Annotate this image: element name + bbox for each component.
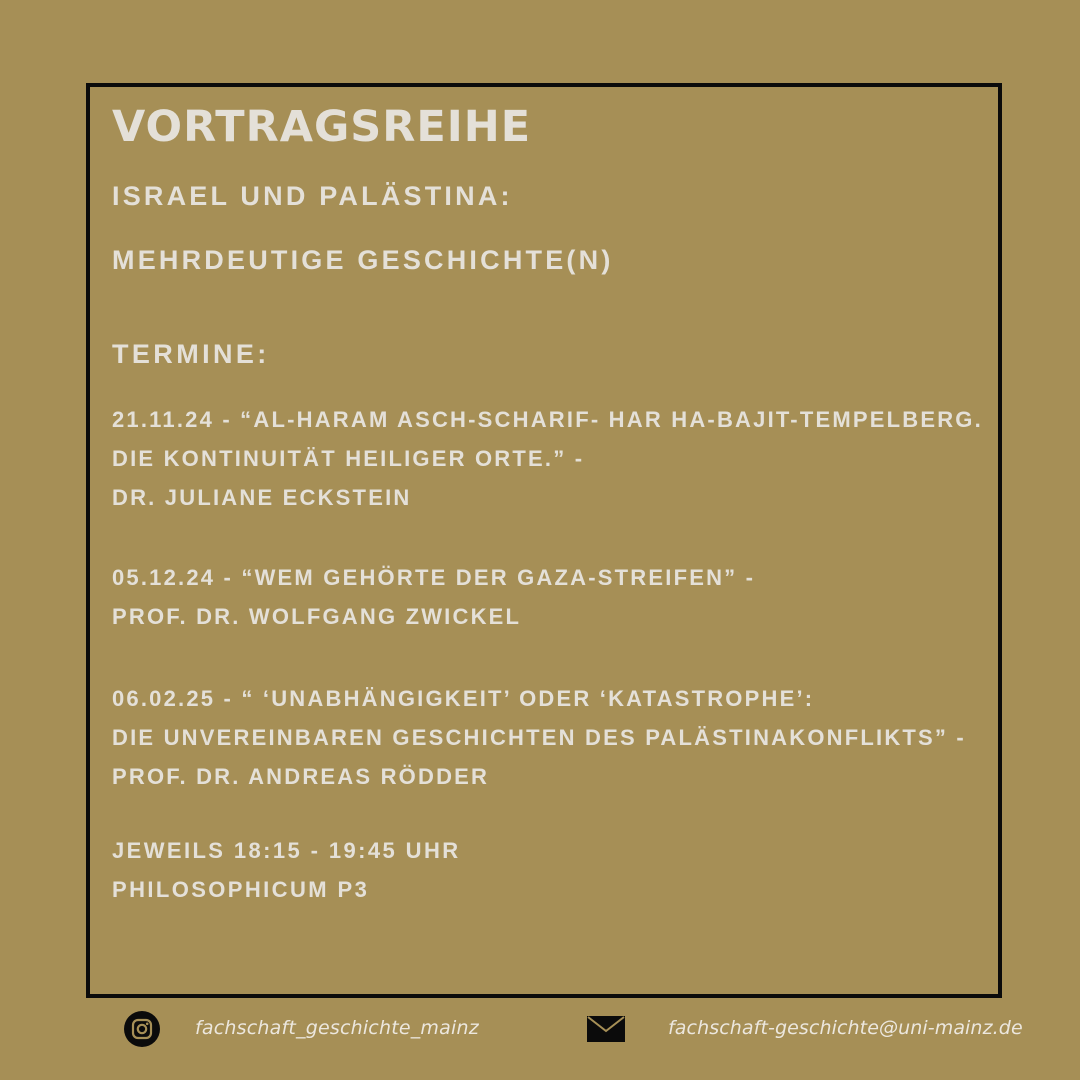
subtitle-line-1: ISRAEL UND PALÄSTINA:: [112, 181, 513, 211]
event-1-line-3: DR. JULIANE ECKSTEIN: [112, 485, 412, 510]
event-1: [112, 400, 983, 517]
instagram-link[interactable]: [124, 1011, 160, 1047]
page-title: VORTRAGSREIHE: [112, 102, 532, 152]
envelope-icon[interactable]: [587, 1016, 625, 1042]
content-frame: [86, 83, 1002, 998]
termine-heading: TERMINE:: [112, 339, 270, 369]
instagram-handle[interactable]: fachschaft_geschichte_mainz: [195, 1017, 479, 1039]
event-2-line-2: PROF. DR. WOLFGANG ZWICKEL: [112, 604, 522, 629]
event-2: [112, 558, 755, 636]
event-3-line-1: 06.02.25 - “ ‘UNABHÄNGIGKEIT’ ODER ‘KATASTROPHE’:: [112, 686, 815, 711]
event-location: PHILOSOPHICUM P3: [112, 877, 370, 902]
subtitle-line-2: MEHRDEUTIGE GESCHICHTE(N): [112, 245, 614, 275]
event-1-line-1: 21.11.24 - “AL-HARAM ASCH-SCHARIF- HAR HA-BAJIT-TEMPELBERG.: [112, 407, 983, 432]
event-3-line-3: PROF. DR. ANDREAS RÖDDER: [112, 764, 490, 789]
email-address[interactable]: fachschaft-geschichte@uni-mainz.de: [668, 1017, 1023, 1039]
event-time: JEWEILS 18:15 - 19:45 UHR: [112, 838, 461, 863]
event-1-line-2: DIE KONTINUITÄT HEILIGER ORTE.” -: [112, 446, 585, 471]
event-info: [112, 831, 461, 909]
event-3-line-2: DIE UNVEREINBAREN GESCHICHTEN DES PALÄSTINAKONFLIKTS” -: [112, 725, 966, 750]
event-2-line-1: 05.12.24 - “WEM GEHÖRTE DER GAZA-STREIFEN” -: [112, 565, 756, 590]
event-3: [112, 679, 966, 796]
instagram-icon[interactable]: [124, 1011, 160, 1047]
